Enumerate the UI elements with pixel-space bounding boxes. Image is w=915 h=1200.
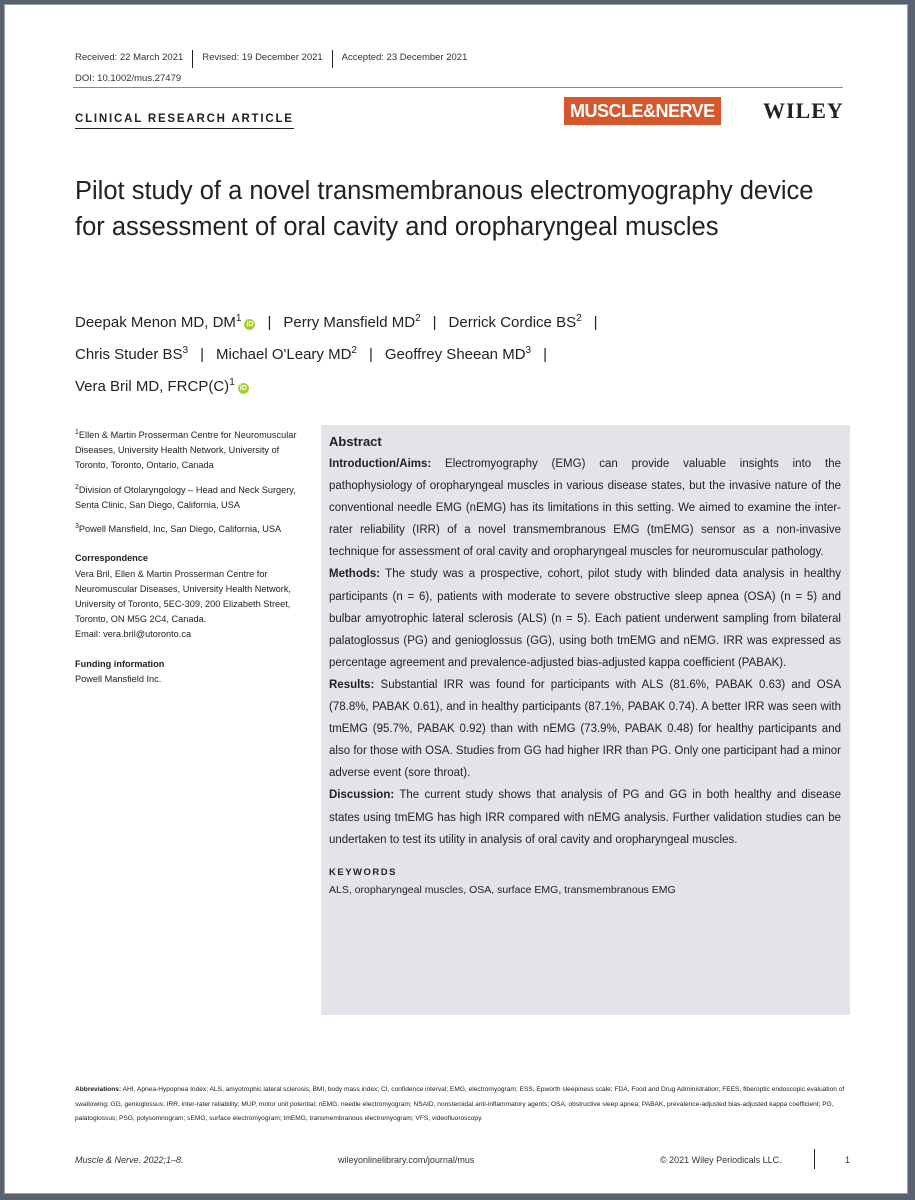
affiliation-marker: 2 — [415, 313, 421, 324]
author-name-text: Perry Mansfield MD — [283, 314, 416, 331]
article-page — [4, 4, 908, 1194]
author-name[interactable] — [216, 346, 357, 363]
section-text: Substantial IRR was found for participants with ALS (81.6%, PABAK 0.63) and OSA (78.8%, PABAK 0.61), and in healthy participants (87.1%, PABAK 0.74). A better IRR was seen with tmEMG (95.7%, PABAK 0.92) than with nEMG (73.9%, PABAK 0.48) for healthy participants and also for those with OSA. Studies from GG had higher IRR than PG. Only one participant had a minor adverse event (sore throat). — [329, 678, 841, 780]
sidebar-info — [75, 425, 303, 693]
author-name-text: Vera Bril MD, FRCP(C) — [75, 378, 230, 395]
funding-heading: Funding information — [75, 658, 165, 669]
author-separator: | — [543, 346, 547, 363]
affiliation — [75, 519, 303, 537]
section-label: Results: — [329, 678, 375, 691]
affiliation-marker: 2 — [576, 313, 582, 324]
accepted-date: Accepted: 23 December 2021 — [341, 52, 468, 63]
author-name-text: Chris Studer BS — [75, 346, 183, 363]
author-name[interactable] — [75, 378, 249, 395]
copyright: © 2021 Wiley Periodicals LLC. — [660, 1155, 782, 1165]
author-separator: | — [368, 346, 373, 363]
affiliation-marker: 3 — [525, 345, 532, 356]
received-date: Received: 22 March 2021 — [75, 52, 184, 63]
affiliation — [75, 425, 303, 474]
abbreviations — [75, 1083, 855, 1127]
header-rule — [73, 87, 843, 88]
abstract-methods — [329, 563, 841, 673]
author-name[interactable] — [283, 314, 420, 331]
section-label: Introduction/Aims: — [329, 458, 432, 470]
section-text: The study was a prospective, cohort, pilot study with blinded data analysis in healthy participants (n = 6), patients with moderate to severe obstructive sleep apnea (OSA) (n = 5) and bulbar amyotrophic lateral sclerosis (ALS) (n = 5). Each patient underwent sampling from bilateral palatoglossus (PG) and genioglossus (GG), using both tmEMG and nEMG. IRR was expressed as percentage agreement and prevalence-adjusted bias-adjusted kappa coefficient (PABAK). — [329, 568, 841, 669]
author-name-text: Geoffrey Sheean MD — [384, 346, 526, 363]
funding-text: Powell Mansfield Inc. — [75, 673, 162, 684]
affiliation-text: Division of Otolaryngology – Head and Neck Surgery, Senta Clinic, San Diego, California, USA — [75, 484, 296, 510]
abstract-title: Abstract — [329, 434, 382, 449]
date-divider — [332, 50, 333, 68]
author-list — [75, 305, 835, 401]
author-name[interactable] — [75, 346, 188, 363]
abstract-intro — [329, 453, 841, 563]
keywords-heading: KEYWORDS — [329, 866, 397, 878]
author-name[interactable] — [75, 314, 255, 331]
affiliation-marker: 3 — [75, 523, 79, 531]
author-separator: | — [593, 314, 598, 331]
journal-url[interactable]: wileyonlinelibrary.com/journal/mus — [338, 1155, 475, 1165]
date-divider — [192, 50, 193, 68]
author-separator: | — [432, 314, 437, 331]
section-label: Discussion: — [329, 789, 395, 802]
section-text: Electromyography (EMG) can provide valuable insights into the pathophysiology of oropharyngeal muscles in various disease states, but the invasive nature of the conventional needle EMG (nEMG) has its limitations in this setting. We aimed to examine the inter-rater reliability (IRR) of a novel transmembranous EMG (tmEMG) sensor as a non-invasive technique for assessment of oral cavity and oropharyngeal muscles for neuromuscular pathology. — [329, 458, 841, 559]
page-number: 1 — [845, 1155, 851, 1165]
abstract-content — [329, 431, 841, 899]
publisher-logo[interactable]: WILEY — [763, 98, 844, 123]
author-separator: | — [267, 314, 272, 331]
author-name-text: Derrick Cordice BS — [448, 314, 577, 331]
affiliation-marker: 1 — [229, 377, 235, 388]
history-dates — [75, 52, 467, 70]
affiliation-marker: 1 — [235, 313, 242, 324]
affiliation-text: Powell Mansfield, Inc, San Diego, California, USA — [78, 524, 282, 535]
author-name-text: Michael O'Leary MD — [216, 346, 352, 363]
abstract-discussion — [329, 784, 841, 850]
abbreviations-label: Abbreviations: — [75, 1086, 122, 1093]
affiliation-marker: 2 — [75, 483, 79, 491]
article-category: CLINICAL RESEARCH ARTICLE — [75, 113, 294, 129]
keywords: ALS, oropharyngeal muscles, OSA, surface EMG, transmembranous EMG — [329, 883, 676, 896]
author-name[interactable] — [385, 346, 531, 363]
affiliation-marker: 1 — [75, 429, 79, 436]
correspondence-text: Vera Bril, Ellen & Martin Prosserman Centre for Neuromuscular Diseases, University Health Network, University of Toronto, 5EC-309, 200 Elizabeth Street, Toronto, ON M5G 2C4, Canada. — [75, 568, 291, 625]
author-name-text: Deepak Menon MD, DM — [75, 314, 236, 331]
affiliation-marker: 2 — [351, 345, 357, 356]
abstract-box — [321, 425, 850, 1015]
footer-divider — [814, 1149, 815, 1169]
section-text: The current study shows that analysis of PG and GG in both healthy and disease states using tmEMG has high IRR compared with nEMG analysis. Further validation studies can be undertaken to test its utility in analysis of oral cavity and oropharyngeal muscles. — [329, 789, 841, 846]
doi[interactable]: DOI: 10.1002/mus.27479 — [75, 73, 182, 84]
affiliation-text: Ellen & Martin Prosserman Centre for Neuromuscular Diseases, University Health Network, University of Toronto, Toronto, Ontario, Canada — [75, 430, 297, 471]
orcid-icon[interactable]: iD — [239, 385, 247, 392]
section-label: Methods: — [329, 568, 381, 581]
affiliation — [75, 480, 303, 513]
journal-logo[interactable]: MUSCLE&NERVE — [564, 97, 721, 125]
revised-date: Revised: 19 December 2021 — [202, 52, 323, 63]
article-title: Pilot study of a novel transmembranous electromyography device for assessment of oral cavity and oropharyngeal muscles — [75, 177, 814, 241]
correspondence-heading: Correspondence — [75, 553, 149, 564]
abbreviations-text: AHI, Apnea-Hypopnea Index; ALS, amyotrophic lateral sclerosis; BMI, body mass index; CI, confidence interval; EMG, electromyogram; ESS, Epworth sleepiness scale; FDA, Food and Drug Administration; FEES, fiberoptic endoscopic evaluation of swallowing; GG, genioglossus; IRR, inter-rater reliability; MUP, motor unit potential; nEMG, needle electromyogram; NSAID, nonsteroidal anti-inflammatory agents; OSA, obstructive sleep apnea; PABAK, prevalence-adjusted bias-adjusted kappa coefficient; PG, palatoglossus; PSG, polysomnogram; sEMG, surface electromyogram; tmEMG, transmembranous electromyogram; VFS, videofluoroscopy. — [75, 1086, 845, 1122]
affiliation-marker: 3 — [182, 345, 189, 356]
author-separator: | — [200, 346, 205, 363]
correspondence-email[interactable]: Email: vera.bril@utoronto.ca — [75, 629, 192, 640]
orcid-icon[interactable]: iD — [246, 321, 254, 328]
abstract-results — [329, 674, 841, 784]
citation: Muscle & Nerve. 2022;1–8. — [75, 1155, 184, 1165]
author-name[interactable] — [449, 314, 582, 331]
